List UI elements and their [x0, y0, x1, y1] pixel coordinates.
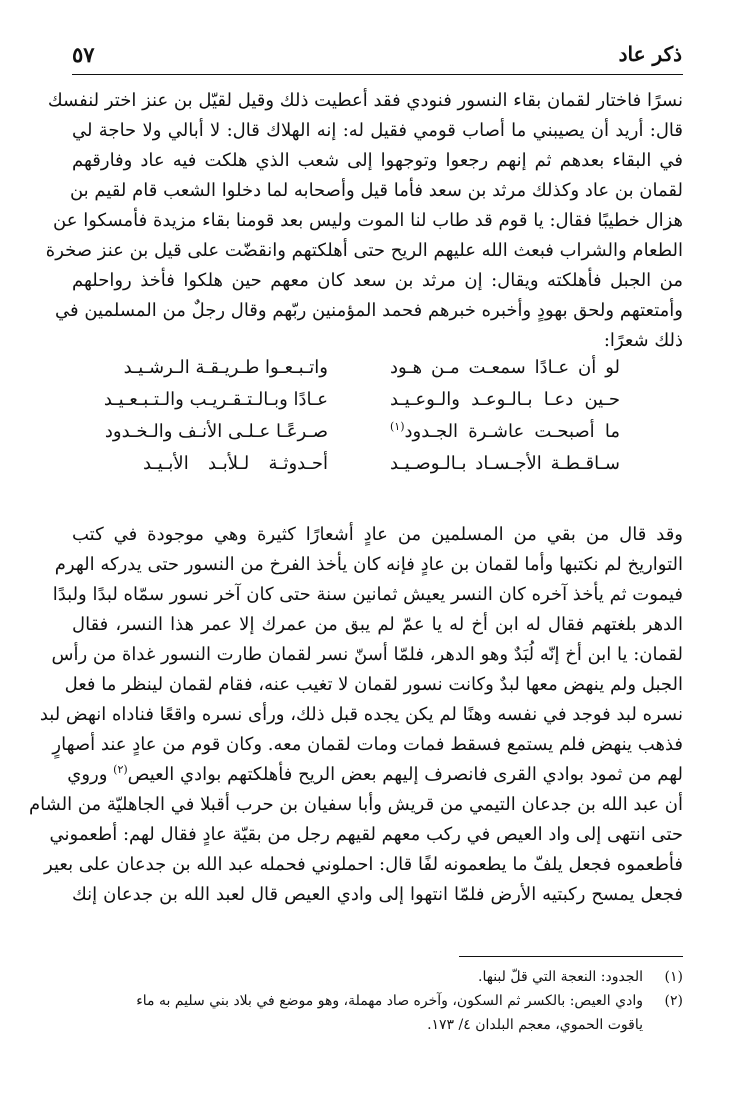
- text-line: فذهب ينهض فلم يستمع فسقط فمات ومات لقمان معه. وكان قوم من عادٍ عند أصهارٍ: [52, 734, 683, 755]
- poem-hemistich-second: أحـدوثـة لـلأبـد الأبـيـد: [143, 453, 328, 474]
- line-text: وروي: [67, 764, 114, 785]
- text-line: الطعام والشراب فبعث الله عليهم الريح حتى أهلكتهم وانقضّت على قيل بن عنز صخرة: [45, 240, 683, 261]
- text-line: نسرًا فاختار لقمان بقاء النسور فنودي فقد أعطيت ذلك وقيل لقيّل بن عنز اختر لنفسك: [47, 90, 683, 111]
- poem-verse: [72, 352, 683, 384]
- footnote-text: ياقوت الحموي، معجم البلدان ٤/ ١٧٣.: [427, 1017, 643, 1033]
- footnote: [72, 989, 683, 1037]
- text-line: وقد قال من بقي من المسلمين من عادٍ أشعارًا كثيرة وهي موجودة في كتب: [72, 524, 683, 545]
- footnote: [72, 965, 683, 989]
- poem-hemistich-second: واتـبـعـوا طـريـقـة الـرشـيـد: [123, 357, 328, 378]
- poem-hemistich-second: صـرعًـا عـلـى الأنـف والـخـدود: [104, 421, 328, 442]
- paragraph-1: [45, 86, 683, 356]
- footnote-number: (٢): [664, 993, 683, 1009]
- text-line: الجبل ولم ينهض معها لبدٌ وكانت نسور لقمان لا تغيب عنه، فقام لقمان لينظر ما فعل: [64, 674, 683, 695]
- text-line: قال: أريد أن يصيبني ما أصاب قومي فقيل له: إنه الهلاك قال: لا أبالي ولا حاجة لي: [72, 120, 683, 141]
- poem-verse: [72, 448, 683, 480]
- paragraph-2: [28, 520, 683, 910]
- poem-verse: [72, 416, 683, 448]
- footnote-ref[interactable]: (١): [390, 420, 405, 433]
- footnote-text: الجدود: النعجة التي قلّ لبنها.: [478, 969, 643, 985]
- text-line: فيموت ثم يأخذ آخره كان النسر يعيش ثمانين سنة حتى كان آخر نسور سمّاه لبدًا ولبدًا: [52, 584, 683, 605]
- text-line: وأمتعتهم ولحق بهودٍ وأخبره خبرهم فحمد المؤمنين ربّهم وقال رجلٌ من المسلمين في: [55, 300, 683, 321]
- poem: [72, 352, 683, 480]
- text-line: [67, 760, 683, 790]
- poem-hemistich-second: عـادًا وبـالـتـقـريـب والـتـبـعـيـد: [103, 389, 328, 410]
- text-line: نسره لبد فوجد في نفسه وهنًا لم يكن يجده قبل ذلك، ورأى نسره واقعًا فناداه انهض لبد: [39, 704, 683, 725]
- text-line: حتى انتهى إلى واد العيص في ركب معهم لقيهم رجل من بقيّة عادٍ فقال لهم: أطعموني: [49, 824, 683, 845]
- footnote-number: (١): [664, 969, 683, 985]
- text-line: لقمان: يا ابن أخ إنّه لُبَدٌ وهو الدهر، فلمّا أسنّ نسر لقمان طارت النسور غداة من رأس: [51, 644, 683, 665]
- footnotes: [72, 965, 683, 1037]
- poem-hemistich-first: حـين دعـا بـالـوعـد والـوعـيـد: [390, 389, 620, 410]
- text-line: لقمان بن عاد وكذلك مرثد بن سعد فأما قيل وأصحابه لما دخلوا الشعب قام لقيم بن: [69, 180, 683, 201]
- text-line: في البقاء بعدهم ثم إنهم رجعوا وتوجهوا إلى شعب الذي هلكت فيه عاد وفارقهم: [72, 150, 683, 171]
- page-header: [72, 40, 682, 74]
- text-line: التواريخ لم نكتبها وأما لقمان بن عادٍ فإنه كان يأخذ الفرخ من النسور حتى يدركه الهرم: [54, 554, 683, 575]
- line-text: لهم من ثمود بوادي القرى فانصرف إليهم بعض الريح فأهلكتهم بوادي العيص: [127, 764, 683, 785]
- text-line: فجعل يمسح ركبتيه الأرض فلمّا انتهوا إلى وادي العيص قال لعبد الله بن جدعان إنك: [72, 884, 683, 905]
- text-line: ذلك شعرًا:: [603, 330, 683, 351]
- text-line: هزال خطيبًا فقال: يا قوم قد طاب لنا الموت وليس بعد قومنا بقاء مزيدة فأمسكوا عن: [53, 210, 683, 231]
- header-divider: [72, 74, 683, 75]
- hemistich-text: ما أصبحـت عاشـرة الجـدود: [404, 421, 620, 442]
- poem-verse: [72, 384, 683, 416]
- poem-hemistich-first: لو أن عـادًا سمعـت مـن هـود: [390, 357, 620, 378]
- footnote-divider: [459, 956, 683, 957]
- footnote-ref[interactable]: (٢): [113, 763, 128, 776]
- footnote-text: وادي العيص: بالكسر ثم السكون، وآخره صاد مهملة، وهو موضع في بلاد بني سليم به ماء: [136, 993, 643, 1009]
- poem-hemistich-first: سـاقـطـة الأجـسـاد بـالـوصـيـد: [390, 453, 620, 474]
- running-title: ذكر عاد: [618, 42, 682, 66]
- page-number: ٥٧: [72, 42, 95, 67]
- text-line: أن عبد الله بن جدعان التيمي من قريش وأبا سفيان بن حرب أقبلا في الجاهليّة من الشام: [28, 794, 683, 815]
- poem-hemistich-first: [390, 416, 620, 448]
- text-line: الدهر بلغتهم فقال له ابن أخ له يا عمّ لم يبق من عمرك إلا عمر هذا النسر، فقال: [72, 614, 683, 635]
- text-line: فأطعموه فجعل يلفّ ما يطعمونه لفًا قال: احملوني فحمله عبد الله بن جدعان على بعير: [44, 854, 683, 875]
- text-line: من الجبل فأهلكته ويقال: إن مرثد بن سعد كان معهم حين هلكوا فأخذ رواحلهم: [72, 270, 683, 291]
